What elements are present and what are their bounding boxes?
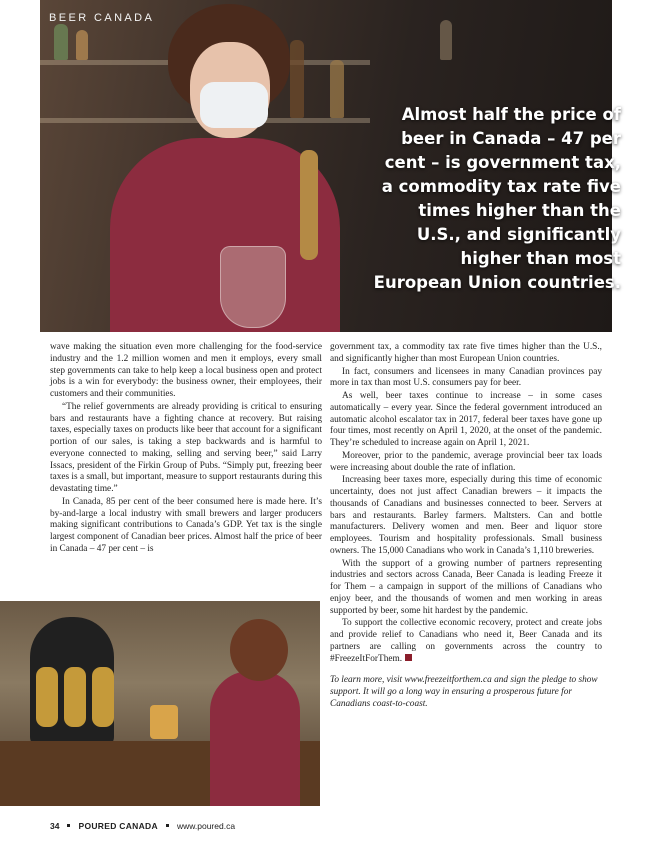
paragraph: In Canada, 85 per cent of the beer consumed here is made here. It’s by-and-large a local industry with small brewers and larger producers making significant contributions to Canada’s GDP. Yet tax is the single largest component of Canadian beer prices. Almost half the price of beer in Canada – 47 per cent – is [50, 496, 322, 554]
separator-dot [67, 824, 70, 827]
article-column-right [330, 342, 602, 712]
customer-head [230, 619, 288, 681]
page-footer [50, 821, 235, 831]
section-kicker: BEER CANADA [49, 12, 155, 24]
customer [210, 671, 300, 806]
pull-quote: Almost half the price of beer in Canada – 47 per cent – is government tax, a commodity tax rate five times higher than the U.S., and significantly higher than most European Union countries. [373, 105, 621, 292]
website-link[interactable]: www.poured.ca [176, 821, 236, 831]
bottle [76, 30, 88, 60]
paragraph: Moreover, prior to the pandemic, average provincial beer tax loads were increasing about double the rate of inflation. [330, 450, 602, 473]
beer-tap [36, 667, 58, 727]
paragraph: government tax, a commodity tax rate five times higher than the U.S., and significantly higher than most European Union countries. [330, 342, 602, 364]
page-number: 34 [50, 821, 60, 831]
magazine-name: POURED CANADA [78, 821, 158, 831]
bottle [290, 40, 304, 118]
bottle [440, 20, 452, 60]
paragraph: As well, beer taxes continue to increase – in some cases automatically – every year. Since the federal government introduced an automatic alcohol escalator tax in 2017, federal beer taxes have gone up four times, most recently on April 1, 2020, at the onset of the pandemic. They’re scheduled to increase again on April 1, 2021. [330, 391, 602, 448]
bar-photo [0, 601, 320, 806]
closing-note: To learn more, visit www.freezeitforthem.ca and sign the pledge to show support. It will go a long way in ensuring a prosperous future for Canadians coast-to-coast. [330, 675, 598, 709]
beer-tap [64, 667, 86, 727]
paragraph: wave making the situation even more challenging for the food-service industry and the 1.2 million women and men it employs, every small step governments can take to help keep a local business open and protect jobs is a win for everybody: the business owner, their employees, their customers and their communities. [50, 342, 322, 399]
beer-tap [300, 150, 318, 260]
paragraph: In fact, consumers and licensees in many Canadian provinces pay more in tax than most U.S. consumers pay for beer. [330, 366, 602, 389]
article-column-left [50, 342, 322, 557]
bottle [54, 24, 68, 60]
bottle [330, 60, 344, 118]
paragraph [330, 618, 602, 665]
paragraph: “The relief governments are already providing is critical to ensuring bars and restaurants have a fighting chance at recovery. But raising taxes, especially taxes on products like beer that account for a significant portion of our sales, is taking a step backwards and is harmful to everyone connected to making, selling and serving beer,” said Larry Issacs, president of the Firkin Group of Pubs. “Simply put, freezing beer taxes is a small, but important, measure to support restaurants during this devastating time.” [50, 401, 322, 494]
end-mark-icon [405, 654, 412, 661]
beer-tap [92, 667, 114, 727]
face-mask [200, 82, 268, 128]
separator-dot [166, 824, 169, 827]
paragraph: Increasing beer taxes more, especially during this time of economic uncertainty, does not just affect Canadian brewers – it impacts the thousands of Canadians and businesses connected to beer. Servers at bars and restaurants. Barley farmers. Maltsters. Can and bottle manufacturers. Delivery women and men. Beer and liquor store employees. Tourism and hospitality professionals. Small business owners. The 15,000 Canadians who work in Canada’s 1,110 breweries. [330, 475, 602, 556]
beer-glass [220, 246, 286, 328]
paragraph-text: To support the collective economic recovery, protect and create jobs and provide relief to Canadians who need it, Beer Canada and its partners are calling on governments across the country to #FreezeItForThem. [330, 618, 602, 664]
beer-mug [150, 705, 178, 739]
paragraph: With the support of a growing number of partners representing industries and sectors across Canada, Beer Canada is leading Freeze it for Them – a campaign in support of the millions of Canadians who enjoy beer, and the thousands of women and men working in areas supported by beer, some hit hardest by the pandemic. [330, 558, 602, 616]
